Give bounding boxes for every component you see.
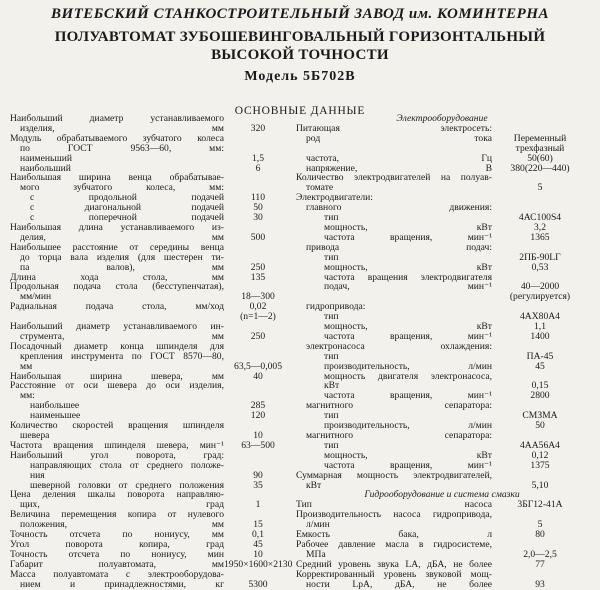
spec-value: 1365: [530, 231, 550, 243]
spec-value: 500: [250, 231, 266, 243]
spec-label: напряжение, В: [306, 162, 492, 174]
product-title-line1: ПОЛУАВТОМАТ ЗУБОШЕВИНГОВАЛЬНЫЙ ГОРИЗОНТАЛЬНЫЙ: [54, 29, 546, 45]
spec-value: 45: [253, 538, 263, 550]
spec-label: мм/мин: [20, 291, 52, 303]
spec-label: крепления инструмента по ГОСТ 8570—80,: [20, 350, 224, 362]
spec-value: 10: [253, 430, 263, 441]
spec-label: главного движения:: [306, 202, 492, 214]
spec-value: 5: [537, 519, 543, 531]
section-heading: ОСНОВНЫЕ ДАННЫЕ: [234, 105, 366, 117]
spec-value: 2ПБ-90LГ: [519, 251, 561, 263]
spec-label: Угол поворота копира, град: [10, 538, 224, 550]
spec-label: щих, град: [20, 499, 224, 511]
spec-label: кВт: [324, 380, 340, 392]
spec-value: 0,12: [531, 449, 549, 461]
spec-value: 0,53: [531, 261, 549, 273]
spec-value: 1,5: [252, 152, 264, 164]
spec-value: 0,15: [531, 380, 549, 392]
spec-label: Рабочее давление масла в гидросистеме,: [296, 538, 492, 550]
spec-value: 63—500: [241, 439, 275, 451]
spec-value: 4АХ80А4: [520, 311, 560, 323]
spec-value: 1: [255, 499, 261, 511]
spec-label: Посадочный диаметр конца шпинделя для: [10, 340, 224, 352]
spec-value: СМЗМА: [522, 410, 558, 422]
subsection-title: Гидрооборудование и система смазки: [364, 489, 520, 501]
spec-label: Суммарная мощность электродвигателей,: [296, 469, 492, 481]
spec-label: частота вращения, мин⁻¹: [324, 231, 492, 243]
spec-row: [10, 381, 292, 391]
spec-label: нием и принадлежностями, кг: [20, 578, 224, 590]
spec-value: 10: [253, 548, 263, 560]
spec-label: изделия, мм: [20, 122, 224, 134]
spec-label: ния: [30, 469, 45, 481]
spec-label: Корректированный уровень звуковой мощ-: [296, 568, 492, 580]
spec-label: положения, мм: [20, 519, 224, 531]
spec-label: магнитного сепаратора:: [306, 400, 492, 412]
spec-label: делия, мм: [20, 231, 224, 243]
spec-label: Количество скоростей вращения шпинделя: [10, 420, 224, 432]
spec-value: 93: [535, 578, 545, 590]
spec-label: частота, Гц: [306, 152, 492, 164]
spec-value: 3,2: [534, 221, 546, 233]
spec-value: 5,10: [531, 479, 549, 491]
spec-row: [296, 580, 588, 590]
spec-value: 35: [253, 479, 263, 491]
spec-value: 50: [535, 420, 545, 432]
factory-name: ВИТЕБСКИЙ СТАНКОСТРОИТЕЛЬНЫЙ ЗАВОД им. КОМИНТЕРНА: [50, 6, 550, 22]
spec-label: частота вращения электродвигателя: [324, 271, 492, 283]
spec-label: Емкость бака, л: [296, 529, 492, 541]
spec-value: 40: [253, 370, 263, 382]
spec-value: 18—300: [241, 291, 275, 303]
spec-label: мм: [20, 360, 33, 372]
spec-value: 120: [250, 410, 266, 422]
spec-value: 40—2000: [520, 281, 560, 293]
spec-label: шеверной головки от среднего положения: [30, 479, 224, 491]
spec-label: род тока: [306, 132, 492, 144]
spec-label: МПа: [306, 548, 326, 560]
spec-label: Наибольший диаметр устанавливаемого ин-: [10, 321, 224, 333]
spec-value: 1375: [530, 459, 550, 471]
spec-row: [296, 510, 588, 520]
spec-label: Длина хода стола, мм: [10, 271, 224, 283]
spec-label: Наибольшая ширина шевера, мм: [10, 370, 224, 382]
spec-label: Наибольший диаметр устанавливаемого: [10, 113, 224, 124]
spec-value: 50: [253, 202, 263, 214]
spec-label: частота вращения, мин⁻¹: [324, 459, 492, 471]
spec-label: наибольший: [20, 162, 71, 174]
spec-value: 3БГ12-41А: [517, 499, 563, 511]
spec-label: с продольной подачей: [30, 192, 224, 204]
spec-value: 6: [255, 162, 261, 174]
spec-label: тип: [324, 350, 339, 362]
spec-value: 50(60): [527, 152, 553, 164]
spec-label: мм:: [20, 390, 35, 402]
spec-label: струмента, мм: [20, 330, 224, 342]
spec-value: 1400: [530, 330, 550, 342]
spec-label: подач, мин⁻¹: [324, 281, 492, 293]
spec-label: направляющих стола от среднего положе-: [30, 459, 224, 471]
spec-value: 63,5—0,005: [234, 360, 282, 372]
spec-value: 250: [250, 330, 266, 342]
spec-value: 250: [250, 261, 266, 273]
spec-label: Величина перемещения копира от нулевого: [10, 509, 224, 521]
spec-row: [10, 580, 292, 590]
spec-label: Количество электродвигателей на полуав-: [296, 172, 492, 184]
spec-label: с поперечной подачей: [30, 212, 224, 224]
spec-label: Продольная подача стола (бесступенчатая),: [10, 281, 224, 293]
spec-label: тип: [324, 439, 339, 451]
spec-value: 5: [537, 182, 543, 194]
spec-label: мощность двигателя электронасоса,: [324, 370, 492, 382]
spec-label: Точность отсчета по нониусу, мм: [10, 529, 224, 541]
spec-value: 90: [253, 469, 263, 481]
spec-label: частота вращения, мин⁻¹: [324, 390, 492, 402]
spec-value: 15: [253, 519, 263, 531]
spec-value: 4АС100S4: [518, 212, 562, 224]
spec-label: кВт: [306, 479, 322, 491]
spec-label: Электродвигатели:: [296, 192, 373, 204]
spec-label: Радиальная подача стола, мм/ход: [10, 301, 224, 313]
spec-value: 4АА56А4: [520, 439, 560, 451]
spec-label: Масса полуавтомата с электрооборудова-: [10, 568, 224, 580]
spec-value: 135: [250, 271, 266, 283]
spec-value: 2800: [530, 390, 550, 402]
spec-label: Питающая электросеть:: [296, 122, 492, 134]
spec-label: наибольшее: [30, 400, 80, 412]
spec-label: л/мин: [306, 519, 330, 531]
spec-label: Модуль обрабатываемого зубчатого колеса: [10, 132, 224, 144]
spec-label: мощность, кВт: [324, 321, 492, 333]
spec-value: 320: [250, 122, 266, 134]
spec-value: 30: [253, 212, 263, 224]
spec-label: производительность, л/мин: [324, 360, 492, 372]
spec-value: 77: [535, 558, 545, 570]
spec-label: Наибольшая ширина венца обрабатывае-: [10, 172, 224, 184]
spec-label: гидропривода:: [306, 301, 366, 313]
spec-row: [10, 263, 292, 273]
spec-label: Наибольший угол поворота, град:: [10, 449, 224, 461]
spec-label: наименьшее: [30, 410, 81, 422]
product-title-line2: ВЫСОКОЙ ТОЧНОСТИ: [211, 47, 389, 63]
spec-label: привода подач:: [306, 241, 492, 253]
spec-label: магнитного сепаратора:: [306, 430, 492, 441]
spec-label: Габарит полуавтомата, мм: [10, 558, 224, 570]
spec-value: 80: [535, 529, 545, 541]
spec-value: 285: [250, 400, 266, 412]
spec-label: Цена деления шкалы поворота направляю-: [10, 489, 224, 501]
spec-label: мого зубчатого колеса, мм:: [20, 182, 224, 194]
spec-label: мощность, кВт: [324, 221, 492, 233]
specs-right-column: [296, 114, 588, 590]
spec-label: производительность, л/мин: [324, 420, 492, 432]
spec-row: [296, 173, 588, 183]
spec-label: тип: [324, 251, 339, 263]
spec-row: [10, 421, 292, 431]
spec-value: 45: [535, 360, 545, 372]
spec-label: па валов), мм: [20, 261, 224, 273]
spec-label: шевера: [20, 430, 50, 441]
spec-label: тип: [324, 311, 339, 323]
spec-value: ПА-45: [526, 350, 554, 362]
spec-label: Наибольшее расстояние от середины венца: [10, 241, 224, 253]
spec-label: Наибольшая длина устанавливаемого из-: [10, 221, 224, 233]
spec-value: 1950×1600×2130: [224, 558, 293, 570]
spec-label: тип: [324, 410, 339, 422]
subsection-title: Электрооборудование: [396, 113, 488, 124]
spec-value: 0,02: [249, 301, 267, 313]
model-number: Модель 5Б702В: [244, 69, 356, 84]
spec-label: Производительность насоса гидропривода,: [296, 509, 492, 521]
spec-value: 380(220—440): [510, 162, 570, 174]
spec-label: томате: [306, 182, 334, 194]
spec-label: электронасоса охлаждения:: [306, 340, 492, 352]
spec-label: Тип насоса: [296, 499, 492, 511]
spec-value: Переменный: [513, 132, 567, 144]
spec-value: 110: [250, 192, 266, 204]
spec-label: мощность, кВт: [324, 261, 492, 273]
spec-label: по ГОСТ 9563—60, мм:: [20, 142, 224, 154]
spec-value: трехфазный: [515, 142, 565, 154]
spec-label: Точность отсчета по нониусу, мин: [10, 548, 224, 560]
spec-value: (n=1—2): [240, 311, 276, 323]
spec-label: ности LpA, дБА, не более: [306, 578, 492, 590]
spec-value: (регулируется): [509, 291, 571, 303]
spec-label: тип: [324, 212, 339, 224]
spec-label: с диагональной подачей: [30, 202, 224, 214]
spec-label: Частота вращения шпинделя шевера, мин⁻¹: [10, 439, 224, 451]
spec-label: частота вращения, мин⁻¹: [324, 330, 492, 342]
specs-left-column: [10, 114, 292, 590]
spec-label: до торца вала изделия (для шестерен ти-: [20, 251, 224, 263]
spec-label: наименьший: [20, 152, 73, 164]
spec-row: [296, 263, 588, 273]
spec-label: Средний уровень звука LA, дБА, не более: [296, 558, 492, 570]
spec-value: 1,1: [534, 321, 546, 333]
spec-value: 0,1: [252, 529, 264, 541]
spec-value: 2,0—2,5: [523, 548, 557, 560]
spec-row: [10, 461, 292, 471]
spec-value: 5300: [248, 578, 268, 590]
spec-label: Расстояние от оси шевера до оси изделия,: [10, 380, 224, 392]
spec-label: мощность, кВт: [324, 449, 492, 461]
